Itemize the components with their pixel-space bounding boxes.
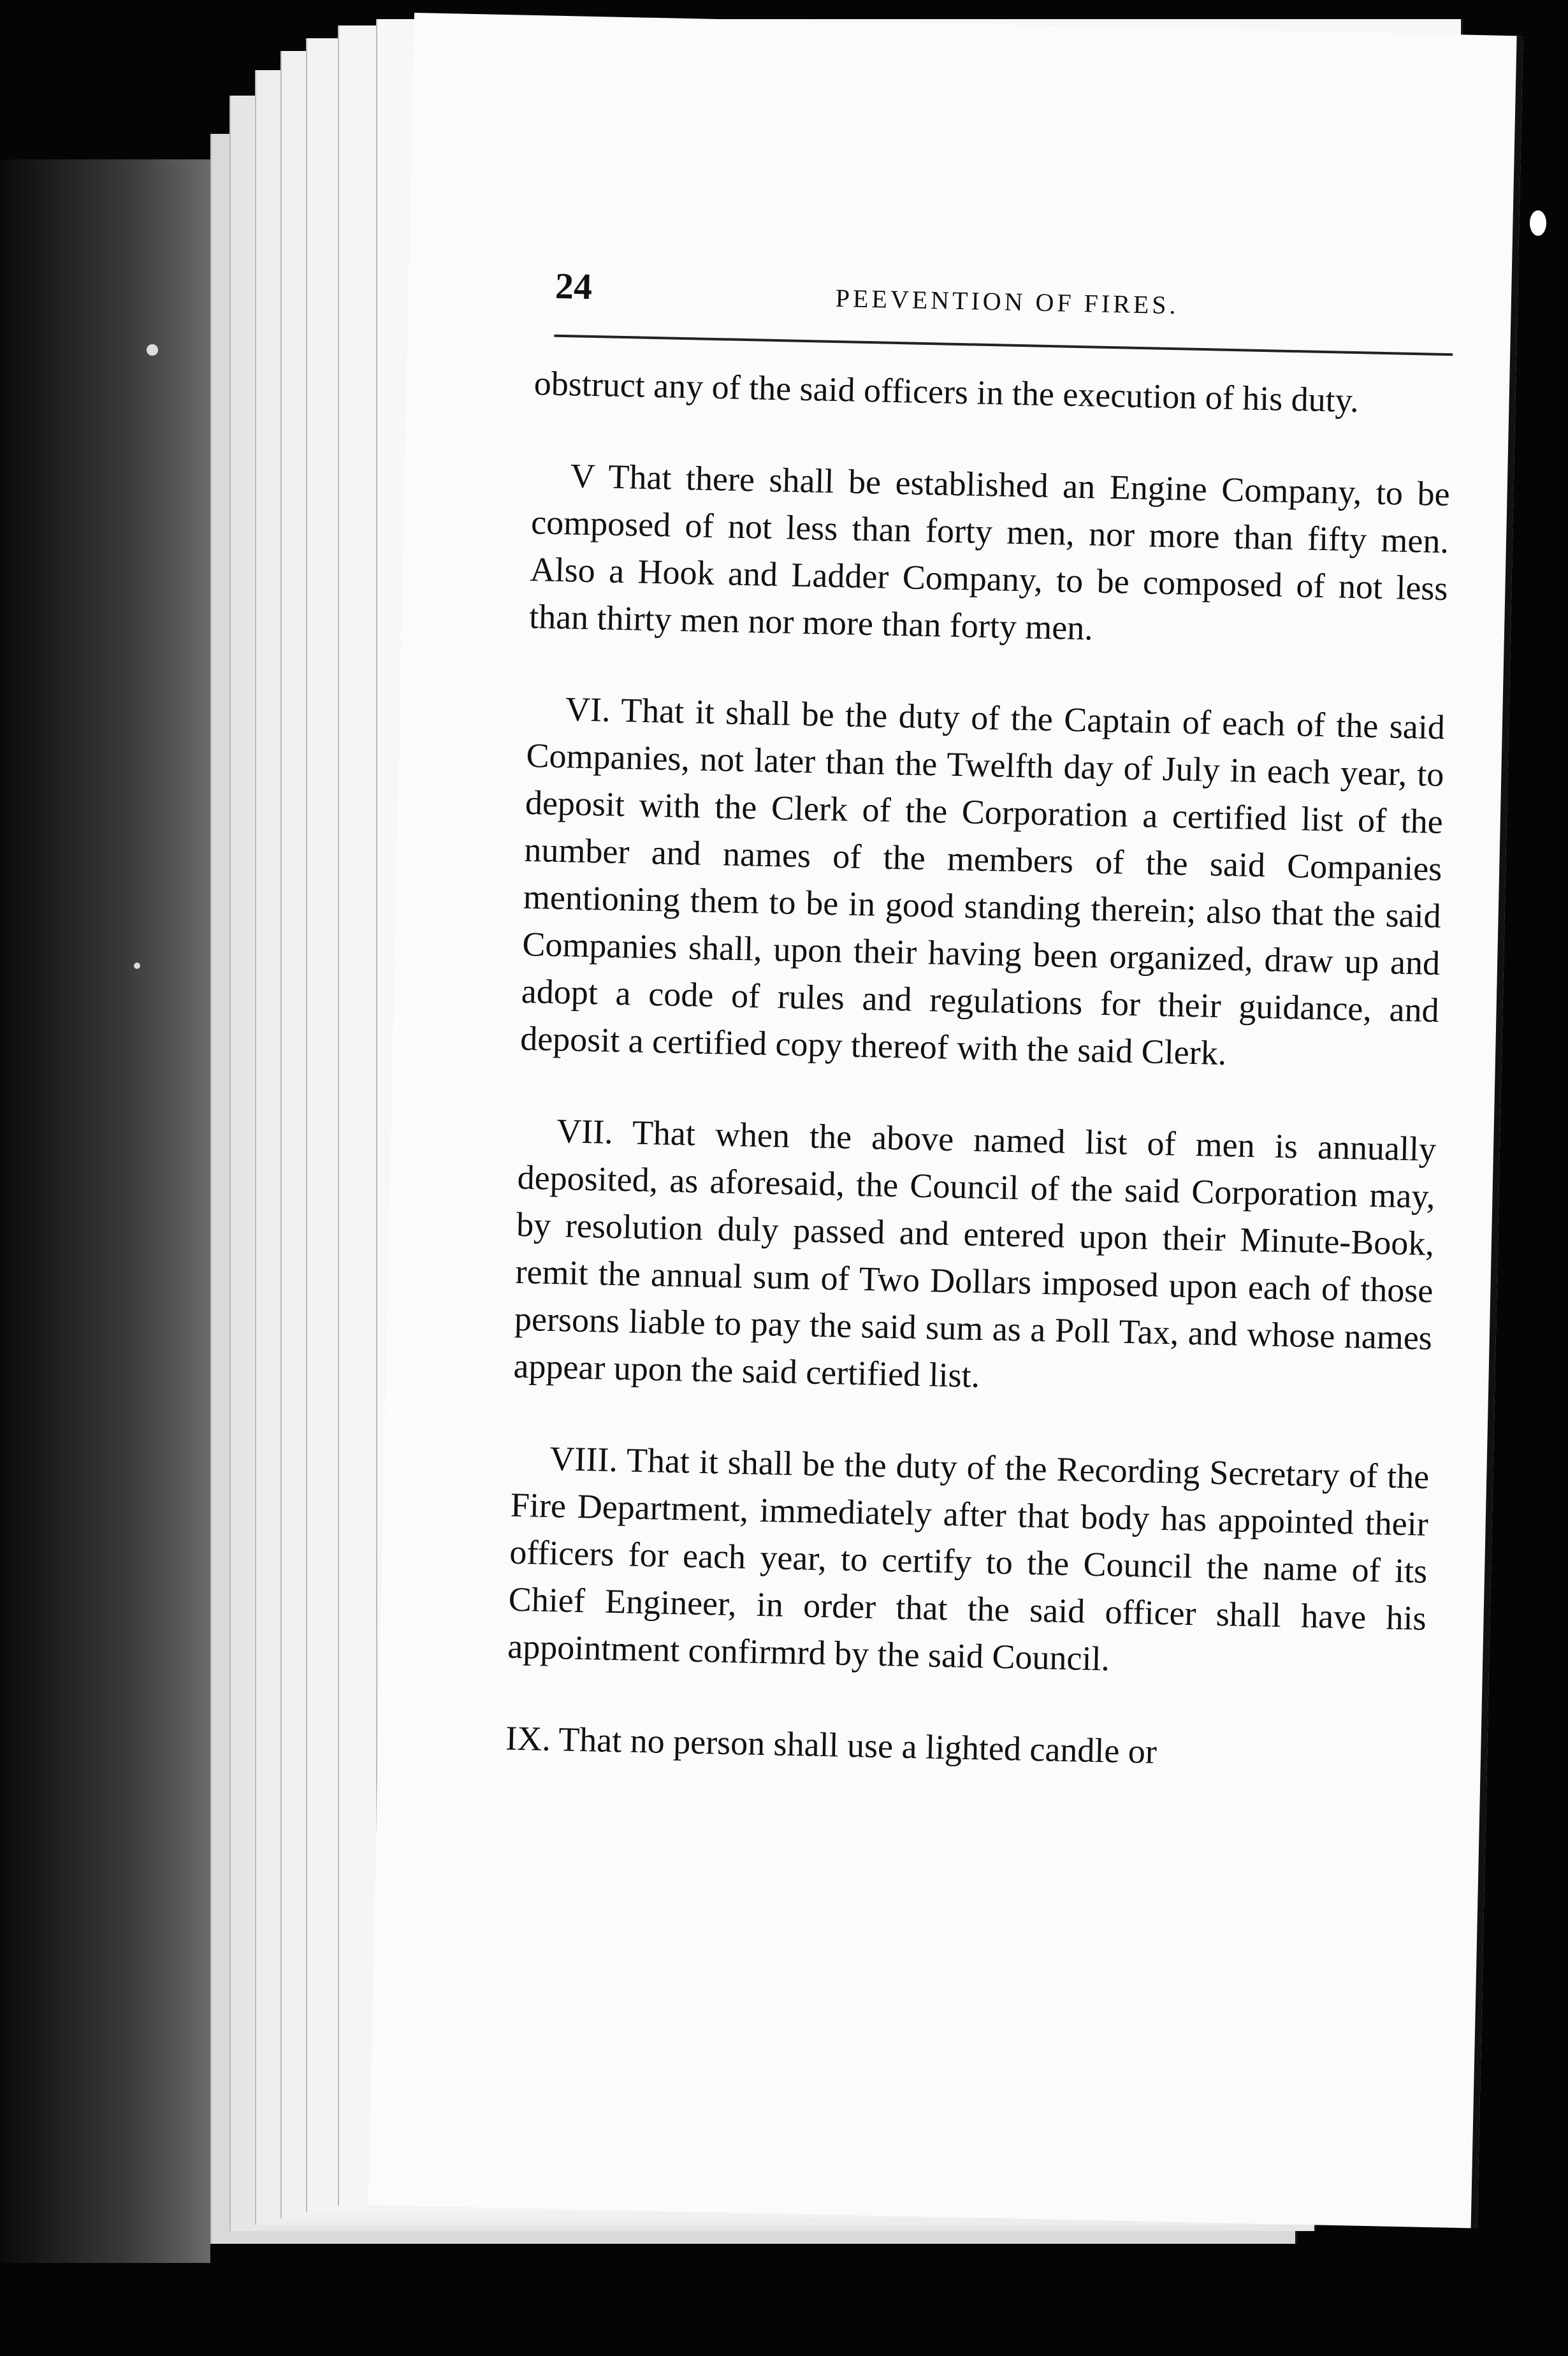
paragraph-section-viii: VIII. That it shall be the duty of the Recording Secretary of the Fire Department, immediately after that body has appointed their officers for each year, to certify to the Council the name of its Chief Engineer, in order that the said officer shall have his appointment confirmrd by the said Council. (507, 1439, 1430, 1678)
paragraph-section-vi: VI. That it shall be the duty of the Captain of each of the said Companies, not later than the Twelfth day of July in each year, to deposit with the Clerk of the Corporation a certified list of the number and names of the members of the said Companies mentioning them to be in good standing therein; also that the said Companies shall, upon their having been organized, draw up and adopt a code of rules and regulations for their guidance, and deposit a certified copy thereof with the said Clerk. (519, 690, 1446, 1073)
scan-speck (1530, 210, 1546, 236)
paragraph-section-v: V That there shall be established an Engine Company, to be composed of not less than forty men, nor more than fifty men. Also a Hook and Ladder Company, to be composed of not less than thirty men nor more than forty men. (528, 456, 1451, 648)
scan-shadow (0, 159, 210, 2263)
scan-speck (134, 963, 140, 969)
page-number: 24 (555, 265, 593, 307)
paragraph-section-ix: IX. That no person shall use a lighted candle or (505, 1719, 1158, 1771)
running-head: PEEVENTION OF FIRES. (835, 283, 1180, 320)
scan-speck (147, 344, 158, 356)
paragraph-section-vii: VII. That when the above named list of men is annually deposited, as aforesaid, the Council of the said Corporation may, by resolution duly passed and entered upon their Minute-Book, remit the annual sum of Two Dollars imposed upon each of those persons liable to pay the said sum as a Poll Tax, and whose names appear upon the said certified list. (512, 1112, 1437, 1395)
paragraph-continuation: obstruct any of the said officers in the execution of his duty. (534, 364, 1360, 420)
body-text (505, 360, 1453, 1781)
book-page (368, 13, 1523, 2229)
